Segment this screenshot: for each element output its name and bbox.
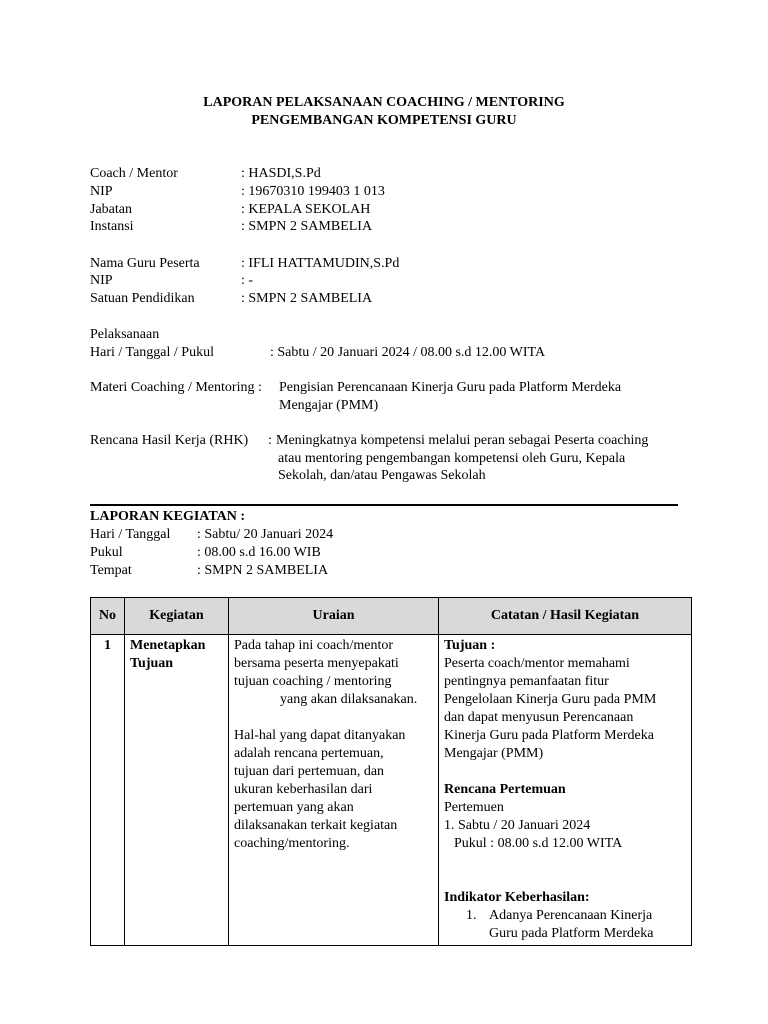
tujuan-line: Kinerja Guru pada Platform Merdeka	[444, 728, 654, 743]
document-title-line2: PENGEMBANGAN KOMPETENSI GURU	[251, 113, 517, 128]
section-divider	[90, 504, 678, 506]
tujuan-line: Peserta coach/mentor memahami	[444, 656, 630, 671]
coach-instansi-row	[90, 218, 373, 236]
pelaksanaan-hari-value: : Sabtu / 20 Januari 2024 / 08.00 s.d 12.00 WITA	[270, 345, 546, 360]
laporan-hari-value: : Sabtu/ 20 Januari 2024	[197, 527, 334, 542]
rhk-label: Rencana Hasil Kerja (RHK)	[90, 433, 249, 448]
activity-table	[90, 597, 692, 946]
uraian-line: pertemuan yang akan	[234, 800, 354, 815]
materi-line1: Pengisian Perencanaan Kinerja Guru pada Platform Merdeka	[279, 380, 622, 395]
cell-uraian	[229, 635, 439, 946]
indikator-item	[444, 907, 686, 943]
peserta-satuan-row	[90, 290, 373, 308]
kegiatan-line1: Menetapkan	[130, 638, 206, 653]
uraian-line: dilaksanakan terkait kegiatan	[234, 818, 398, 833]
coach-instansi-label: Instansi	[90, 219, 134, 234]
materi-line2: Mengajar (PMM)	[279, 398, 379, 413]
peserta-nip-row	[90, 272, 254, 290]
cell-no	[91, 635, 125, 946]
peserta-nip-value: : -	[241, 273, 254, 288]
header-uraian: Uraian	[229, 598, 439, 635]
uraian-line: bersama peserta menyepakati	[234, 656, 399, 671]
laporan-pukul-row	[90, 544, 321, 562]
uraian-line: coaching/mentoring.	[234, 836, 350, 851]
rencana-line: Pertemuen	[444, 800, 504, 815]
coach-name-label: Coach / Mentor	[90, 166, 178, 181]
pelaksanaan-hari-row	[90, 344, 546, 362]
laporan-tempat-row	[90, 562, 329, 580]
peserta-satuan-value: : SMPN 2 SAMBELIA	[241, 291, 373, 306]
peserta-name-row	[90, 255, 400, 273]
laporan-hari-label: Hari / Tanggal	[90, 527, 171, 542]
coach-nip-label: NIP	[90, 184, 113, 199]
rencana-heading: Rencana Pertemuan	[444, 782, 566, 797]
coach-jabatan-label: Jabatan	[90, 202, 132, 217]
rencana-line: Pukul : 08.00 s.d 12.00 WITA	[454, 836, 623, 851]
rhk-line2: atau mentoring pengembangan kompetensi oleh Guru, Kepala	[278, 451, 626, 466]
peserta-satuan-label: Satuan Pendidikan	[90, 291, 195, 306]
rencana-line: 1. Sabtu / 20 Januari 2024	[444, 818, 591, 833]
tujuan-line: Pengelolaan Kinerja Guru pada PMM	[444, 692, 657, 707]
materi-label: Materi Coaching / Mentoring	[90, 380, 255, 395]
pelaksanaan-hari-label: Hari / Tanggal / Pukul	[90, 345, 214, 360]
uraian-line: tujuan coaching / mentoring	[234, 674, 392, 689]
uraian-line: Pada tahap ini coach/mentor	[234, 638, 393, 653]
header-catatan: Catatan / Hasil Kegiatan	[439, 598, 692, 635]
uraian-line: adalah rencana pertemuan,	[234, 746, 384, 761]
tujuan-line: dan dapat menyusun Perencanaan	[444, 710, 634, 725]
coach-name-row	[90, 165, 321, 183]
laporan-heading: LAPORAN KEGIATAN :	[90, 509, 246, 524]
indikator-number: 1.	[466, 908, 477, 923]
pelaksanaan-heading: Pelaksanaan	[90, 327, 160, 342]
coach-jabatan-value: : KEPALA SEKOLAH	[241, 202, 371, 217]
uraian-line: ukuran keberhasilan dari	[234, 782, 373, 797]
uraian-line: yang akan dilaksanakan.	[280, 692, 418, 707]
materi-colon: :	[257, 380, 262, 395]
document-title-line1: LAPORAN PELAKSANAAN COACHING / MENTORING	[203, 95, 565, 110]
rhk-colon: :	[268, 433, 272, 448]
laporan-pukul-label: Pukul	[90, 545, 123, 560]
indikator-line: Adanya Perencanaan Kinerja	[489, 908, 653, 923]
indikator-line: Guru pada Platform Merdeka	[489, 926, 654, 941]
peserta-nip-label: NIP	[90, 273, 113, 288]
peserta-name-value: : IFLI HATTAMUDIN,S.Pd	[241, 256, 400, 271]
header-no: No	[91, 598, 125, 635]
rhk-row	[90, 432, 649, 450]
rhk-line3: Sekolah, dan/atau Pengawas Sekolah	[278, 468, 486, 483]
coach-instansi-value: : SMPN 2 SAMBELIA	[241, 219, 373, 234]
coach-name-value: : HASDI,S.Pd	[241, 166, 321, 181]
cell-kegiatan	[125, 635, 229, 946]
laporan-tempat-label: Tempat	[90, 563, 132, 578]
header-kegiatan: Kegiatan	[125, 598, 229, 635]
uraian-line: tujuan dari pertemuan, dan	[234, 764, 385, 779]
row-number: 1	[104, 638, 111, 653]
coach-nip-value: : 19670310 199403 1 013	[241, 184, 385, 199]
tujuan-line: pentingnya pemanfaatan fitur	[444, 674, 609, 689]
indikator-heading: Indikator Keberhasilan:	[444, 890, 590, 905]
table-header-row	[91, 598, 692, 635]
tujuan-heading: Tujuan :	[444, 638, 496, 653]
coach-jabatan-row	[90, 201, 371, 219]
tujuan-line: Mengajar (PMM)	[444, 746, 544, 761]
kegiatan-line2: Tujuan	[130, 656, 174, 671]
peserta-name-label: Nama Guru Peserta	[90, 256, 200, 271]
coach-nip-row	[90, 183, 385, 201]
uraian-line: Hal-hal yang dapat ditanyakan	[234, 728, 406, 743]
table-row	[91, 635, 692, 946]
rhk-line1: Meningkatnya kompetensi melalui peran sebagai Peserta coaching	[276, 433, 649, 448]
cell-catatan	[439, 635, 692, 946]
laporan-pukul-value: : 08.00 s.d 16.00 WIB	[197, 545, 321, 560]
materi-row	[90, 379, 622, 397]
laporan-hari-row	[90, 526, 334, 544]
laporan-tempat-value: : SMPN 2 SAMBELIA	[197, 563, 329, 578]
